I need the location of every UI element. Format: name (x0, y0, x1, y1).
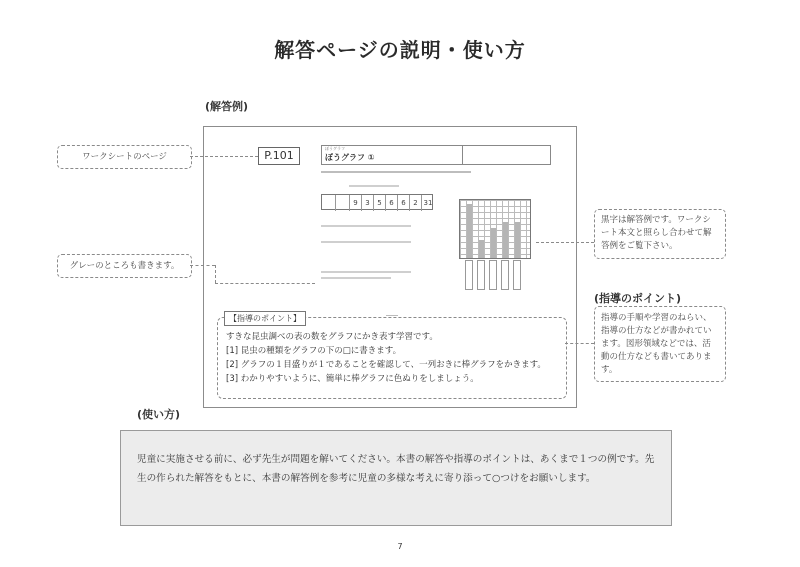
guidance-label: 【指導のポイント】 (224, 311, 306, 326)
page-number: 7 (397, 542, 403, 551)
guidance-line-0: すきな昆虫調べの表の数をグラフにかき表す学習です。 (226, 332, 438, 342)
section-heading-example: (解答例) (205, 100, 249, 113)
page-title: 解答ページの説明・使い方 (274, 38, 526, 62)
leader-line-guidance (565, 343, 594, 344)
worksheet-title: ぼうグラフ ① (325, 153, 375, 162)
leader-line-worksheet-page (190, 156, 258, 157)
leader-line-gray-parts-h2 (215, 283, 315, 284)
guidance-line-1: [1] 昆虫の種類をグラフの下の□に書きます。 (226, 346, 402, 356)
callout-guidance-text: 指導の手順や学習のねらい、指導の仕方などが書かれています。図形領域などでは、活動の仕方なども書いてあります。 (594, 306, 726, 382)
callout-worksheet-page: ワークシートのページ (57, 145, 192, 169)
section-heading-usage: (使い方) (137, 408, 181, 421)
sample-guidance-box (217, 314, 567, 399)
usage-text: 児童に実施させる前に、必ず先生が問題を解いてください。本書の解答や指導のポイントは、あくまで１つの例です。先生の作られた解答をもとに、本書の解答例を参考に児童の多様な考えに寄り添って○つけをお願いします。 (137, 454, 655, 484)
page-ref-box: P.101 (258, 147, 300, 165)
leader-line-gray-parts-v (215, 265, 216, 283)
graph-category-labels (459, 260, 531, 290)
leader-line-black-text (536, 242, 594, 243)
worksheet-bar-graph (459, 199, 531, 259)
worksheet-data-table: 9 3 5 6 6 2 31 (321, 194, 433, 210)
usage-box (120, 430, 672, 526)
callout-black-text: 黒字は解答例です。ワークシート本文と照らし合わせて解答例をご覧下さい。 (594, 209, 726, 259)
guidance-line-2: [2] グラフの１目盛りが１であることを確認して、一列おきに棒グラフをかきます。 (226, 360, 546, 370)
callout-gray-parts: グレーのところも書きます。 (57, 254, 192, 278)
worksheet-header: ぼうグラフ ぼうグラフ ① (321, 145, 551, 165)
guidance-line-3: [3] わかりやすいように、簡単に棒グラフに色ぬりをしましょう。 (226, 374, 479, 384)
leader-line-gray-parts (190, 265, 215, 266)
worksheet-text-lines (321, 169, 481, 319)
guidance-heading: (指導のポイント) (594, 292, 682, 305)
